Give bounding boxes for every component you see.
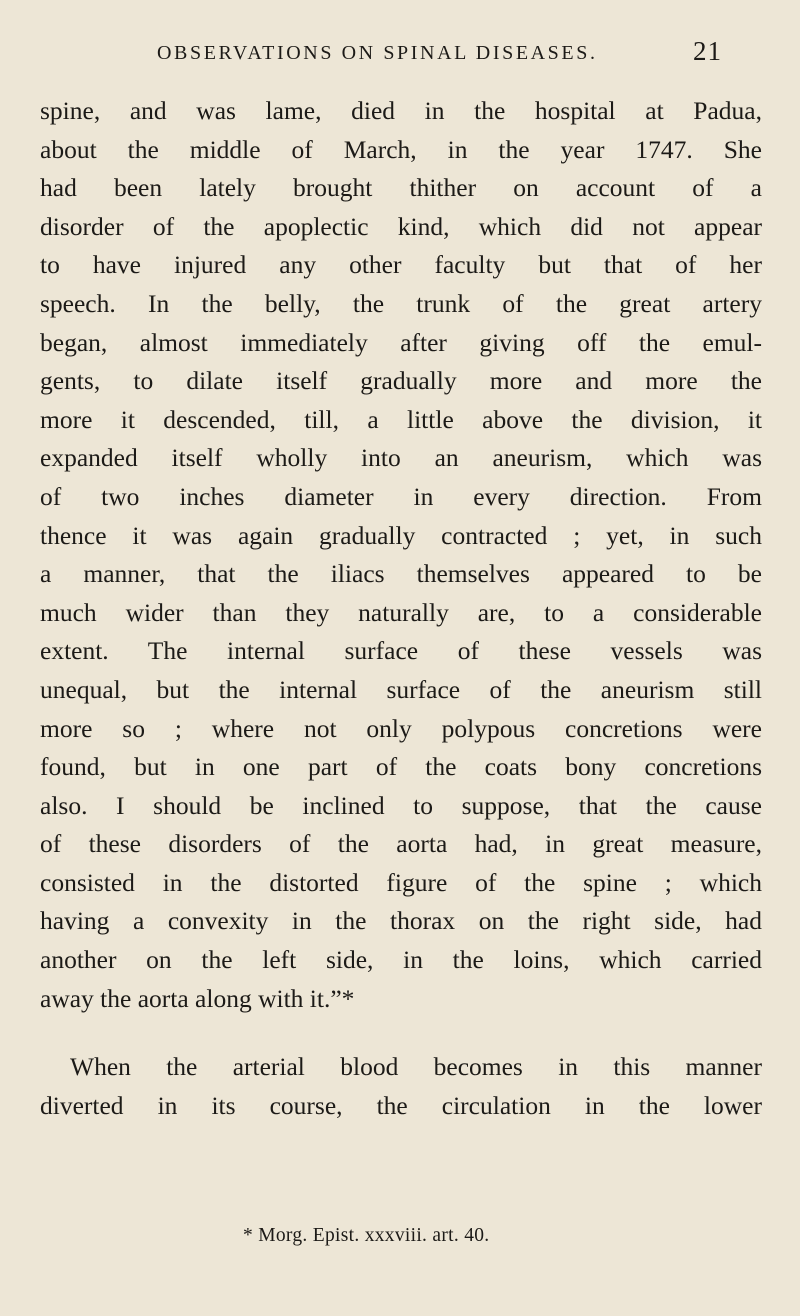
paragraph-continued [40,92,762,1018]
text-line: of two inches diameter in every direction. From [40,481,762,511]
page-number: 21 [693,36,722,66]
text-line: consisted in the distorted figure of the spine ; which [40,867,762,897]
text-line: away the aorta along with it.”* [40,983,355,1013]
running-title: OBSERVATIONS ON SPINAL DISEASES. [157,42,598,64]
text-line: spine, and was lame, died in the hospital at Padua, [40,96,762,125]
text-line: had been lately brought thither on account of a [40,173,762,203]
text-line: to have injured any other faculty but that of her [40,250,762,280]
text-line: found, but in one part of the coats bony concretions [40,752,762,782]
text-line: began, almost immediately after giving off the emul- [40,327,762,357]
text-line: having a convexity in the thorax on the right side, had [40,906,762,936]
text-line: diverted in its course, the circulation in the lower [40,1090,762,1120]
text-line: unequal, but the internal surface of the aneurism still [40,674,762,704]
text-line: expanded itself wholly into an aneurism, which was [40,443,762,473]
text-line: much wider than they naturally are, to a considerable [40,597,762,627]
text-line: speech. In the belly, the trunk of the great artery [40,288,762,318]
text-line: more it descended, till, a little above the division, it [40,404,762,434]
paragraph-gap [40,1018,762,1048]
paragraph-new [40,1048,762,1125]
text-line: about the middle of March, in the year 1747. She [40,134,762,164]
text-line: gents, to dilate itself gradually more and more the [40,366,762,396]
running-head [157,36,757,76]
text-line: a manner, that the iliacs themselves appeared to be [40,559,762,589]
footnote: * Morg. Epist. xxxviii. art. 40. [243,1225,490,1246]
text-line: When the arterial blood becomes in this manner [70,1052,762,1082]
text-line: thence it was again gradually contracted ; yet, in such [40,520,762,550]
body-text [40,92,762,1125]
text-line: more so ; where not only polypous concretions were [40,713,762,743]
text-line: extent. The internal surface of these vessels was [40,636,762,666]
text-line: also. I should be inclined to suppose, that the cause [40,790,762,820]
text-line: another on the left side, in the loins, which carried [40,945,762,975]
text-line: disorder of the apoplectic kind, which did not appear [40,211,762,241]
text-line: of these disorders of the aorta had, in great measure, [40,829,762,859]
